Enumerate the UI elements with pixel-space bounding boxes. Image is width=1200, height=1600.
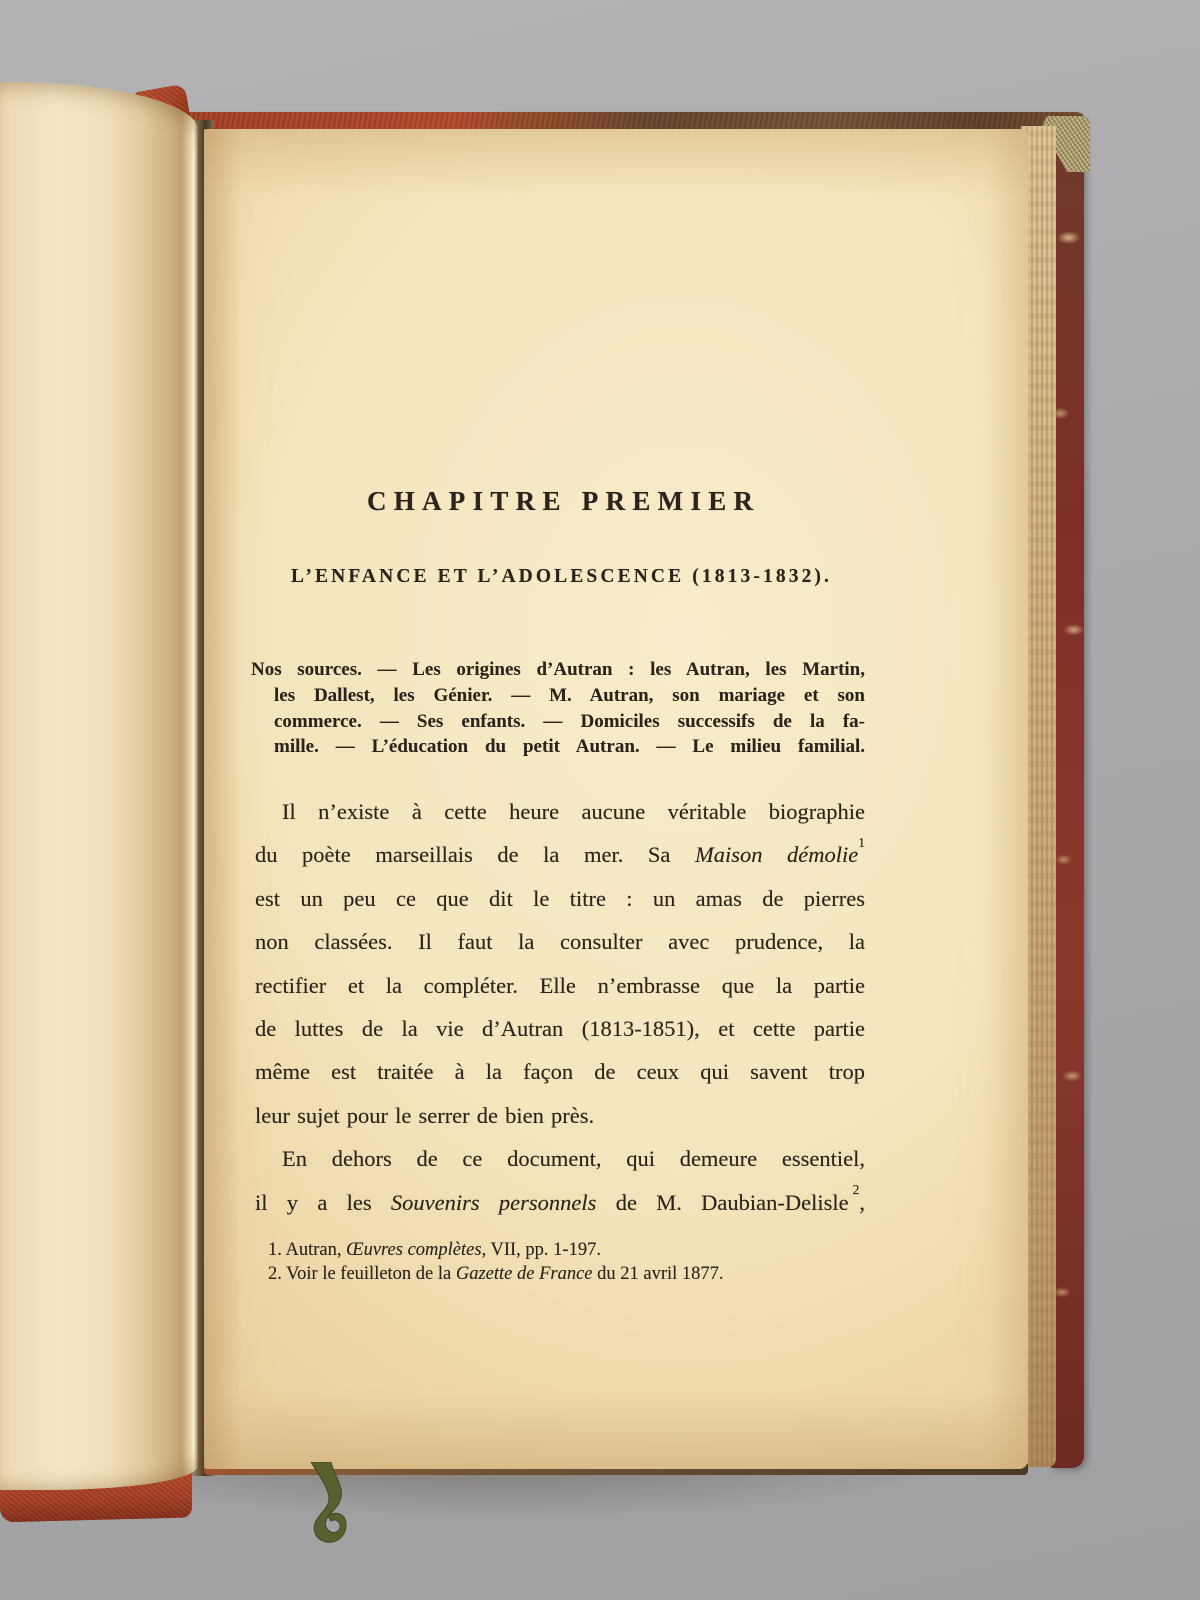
footnote-line bbox=[255, 1239, 869, 1263]
chapter-subtitle: L’ENFANCE ET L’ADOLESCENCE (1813-1832). bbox=[291, 566, 833, 587]
text-line bbox=[255, 1181, 865, 1224]
left-page-curl bbox=[0, 82, 198, 1490]
footnote-number: 1. bbox=[268, 1240, 282, 1260]
text-line: En dehors de ce document, qui demeure essentiel, bbox=[282, 1146, 865, 1172]
text-segment: , VII, pp. 1-197. bbox=[481, 1240, 601, 1260]
footnotes-block bbox=[255, 1239, 869, 1286]
text-segment: , bbox=[859, 1189, 866, 1215]
text-segment: il y a les bbox=[255, 1189, 391, 1215]
text-segment: Voir le feuilleton de la bbox=[281, 1263, 456, 1284]
chapter-title: CHAPITRE PREMIER bbox=[366, 486, 761, 516]
summary-line: commerce. — Ses enfants. — Domiciles successifs de la fa- bbox=[274, 710, 865, 732]
summary-line: les Dallest, les Génier. — M. Autran, son mariage et son bbox=[274, 684, 865, 706]
footnote-number: 2. bbox=[268, 1263, 282, 1284]
footnote-reference-2: 2 bbox=[852, 1182, 860, 1198]
italic-work-title: Souvenirs personnels bbox=[390, 1189, 597, 1215]
text-line bbox=[255, 833, 865, 876]
text-line: est un peu ce que dit le titre : un amas de pierres bbox=[255, 885, 865, 911]
chapter-summary-block bbox=[251, 657, 865, 760]
summary-line: mille. — L’éducation du petit Autran. — Le milieu familial. bbox=[274, 736, 865, 758]
ribbon-bookmark bbox=[303, 1462, 365, 1560]
text-line: Il n’existe à cette heure aucune véritable biographie bbox=[282, 799, 865, 824]
italic-work-title: Gazette de France bbox=[455, 1263, 593, 1284]
right-page bbox=[204, 129, 1028, 1469]
text-segment: Autran, bbox=[281, 1240, 347, 1260]
footnote-line bbox=[255, 1263, 869, 1287]
text-line: rectifier et la compléter. Elle n’embrasse que la partie bbox=[255, 972, 865, 998]
summary-line: Nos sources. — Les origines d’Autran : les Autran, les Martin, bbox=[251, 659, 865, 680]
text-segment: du 21 avril 1877. bbox=[592, 1263, 724, 1284]
text-line: leur sujet pour le serrer de bien près. bbox=[255, 1102, 595, 1128]
text-line: même est traitée à la façon de ceux qui savent trop bbox=[255, 1059, 865, 1085]
text-line: de luttes de la vie d’Autran (1813-1851), et cette partie bbox=[255, 1016, 865, 1042]
italic-work-title: Maison démolie bbox=[694, 842, 859, 868]
footnote-reference-1: 1 bbox=[858, 835, 865, 851]
text-segment: du poète marseillais de la mer. Sa bbox=[255, 842, 695, 868]
body-text bbox=[255, 790, 865, 1224]
text-line: non classées. Il faut la consulter avec prudence, la bbox=[255, 929, 865, 955]
italic-work-title: Œuvres complètes bbox=[346, 1240, 482, 1260]
ribbon-bookmark-shape bbox=[311, 1462, 346, 1542]
text-segment: de M. Daubian-Delisle bbox=[596, 1189, 849, 1215]
